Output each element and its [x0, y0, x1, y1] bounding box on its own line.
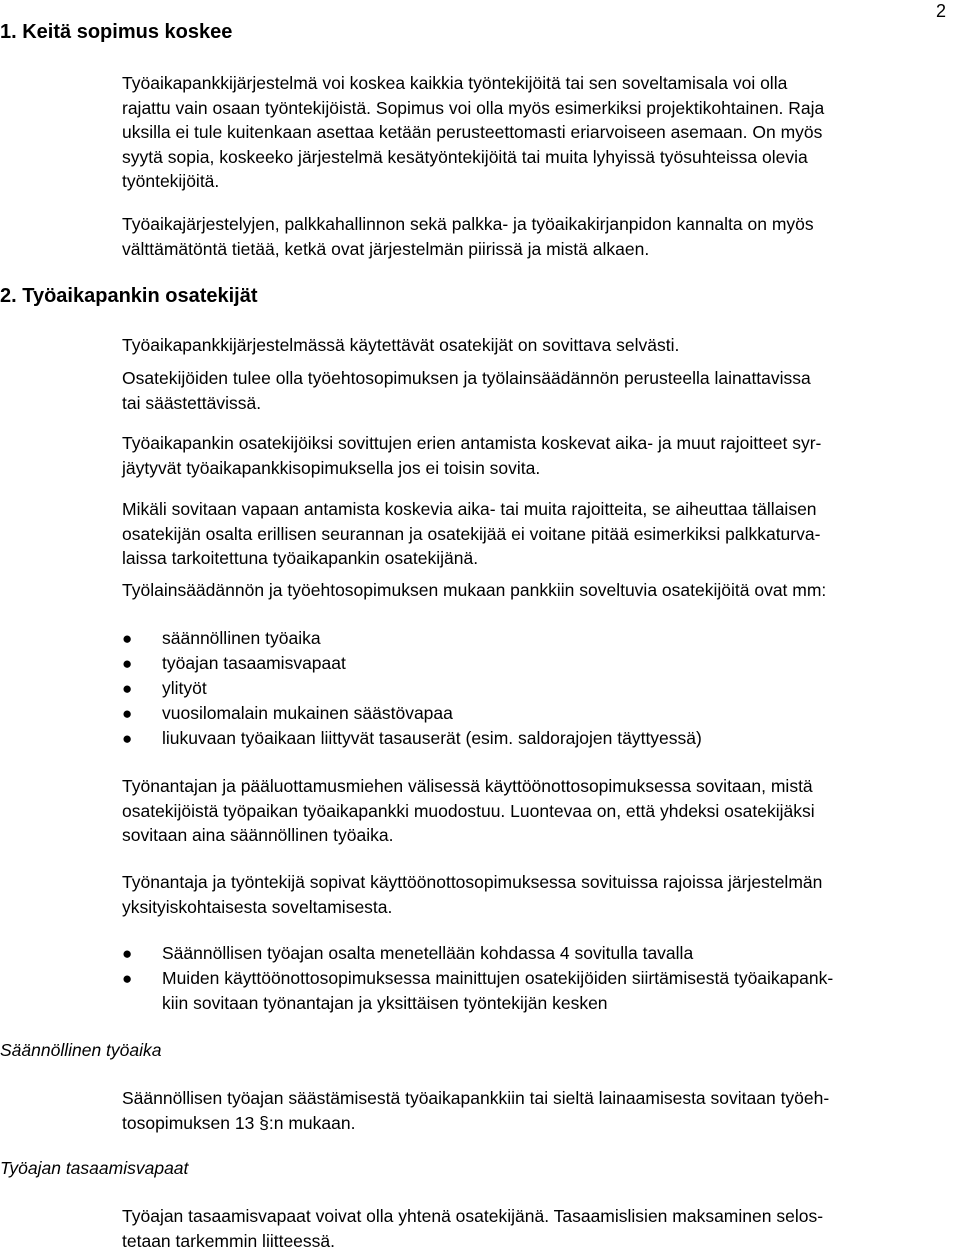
text-line: Työnantaja ja työntekijä sopivat käyttöönottosopimuksessa sovituissa rajoissa järjestelmän — [122, 870, 952, 895]
text-line: tetaan tarkemmin liitteessä. — [122, 1229, 952, 1253]
text-line: Säännöllisen työajan säästämisestä työaikapankkiin tai sieltä lainaamisesta sovitaan työeh- — [122, 1086, 952, 1111]
regular-time-paragraph — [122, 1086, 952, 1135]
text-line: osatekijän osalta erillisen seurannan ja osatekijää ei voitane pitää esimerkiksi palkkaturva- — [122, 522, 952, 547]
bullet-icon: ● — [122, 966, 132, 991]
text-line: Työaikapankkijärjestelmä voi koskea kaikkia työntekijöitä tai sen soveltamisala voi olla — [122, 71, 952, 96]
regular-time-heading: Säännöllinen työaika — [0, 1038, 162, 1062]
leveling-heading: Työajan tasaamisvapaat — [0, 1156, 188, 1180]
list-item-text: Muiden käyttöönottosopimuksessa mainittujen osatekijöiden siirtämisestä työaikapank- — [162, 966, 952, 991]
component-list — [122, 626, 952, 751]
section-2-paragraph-3 — [122, 431, 952, 480]
list-item-text: vuosilomalain mukainen säästövapaa — [162, 701, 952, 726]
section-1-paragraph-2 — [122, 212, 952, 261]
list-item-text: työajan tasaamisvapaat — [162, 651, 952, 676]
text-line: Osatekijöiden tulee olla työehtosopimuksen ja työlainsäädännön perusteella lainattavissa — [122, 366, 952, 391]
list-item-text: säännöllinen työaika — [162, 626, 952, 651]
section-1-heading: 1. Keitä sopimus koskee — [0, 19, 232, 45]
list-item-text: liukuvaan työaikaan liittyvät tasauserät (esim. saldorajojen täyttyessä) — [162, 726, 952, 751]
section-2-paragraph-4 — [122, 497, 952, 571]
text-line: Työajan tasaamisvapaat voivat olla yhtenä osatekijänä. Tasaamislisien maksaminen selos- — [122, 1204, 952, 1229]
section-2-heading: 2. Työaikapankin osatekijät — [0, 283, 258, 309]
text-line: rajattu vain osaan työntekijöistä. Sopimus voi olla myös esimerkiksi projektikohtainen. Raja — [122, 96, 952, 121]
section-1-paragraph-1 — [122, 71, 952, 194]
section-2-paragraph-7 — [122, 870, 952, 919]
text-line: syytä sopia, koskeeko järjestelmä kesätyöntekijöitä tai muita lyhyissä työsuhteissa olevia — [122, 145, 952, 170]
text-line: Työnantajan ja pääluottamusmiehen välisessä käyttöönottosopimuksessa sovitaan, mistä — [122, 774, 952, 799]
text-line: Työlainsäädännön ja työehtosopimuksen mukaan pankkiin soveltuvia osatekijöitä ovat mm: — [122, 578, 952, 603]
list-item-text: ylityöt — [162, 676, 952, 701]
text-line: Mikäli sovitaan vapaan antamista koskevia aika- tai muita rajoitteita, se aiheuttaa tällaisen — [122, 497, 952, 522]
agreement-list — [122, 941, 952, 1016]
text-line: yksityiskohtaisesta soveltamisesta. — [122, 895, 952, 920]
list-item — [122, 626, 952, 651]
list-item-text: kiin sovitaan työnantajan ja yksittäisen työntekijän kesken — [162, 991, 952, 1016]
list-item — [122, 966, 952, 1016]
list-item-text: Säännöllisen työajan osalta menetellään kohdassa 4 sovitulla tavalla — [162, 941, 952, 966]
bullet-icon: ● — [122, 651, 132, 676]
section-2-paragraph-5 — [122, 578, 952, 603]
page-number: 2 — [936, 0, 946, 22]
text-line: uksilla ei tule kuitenkaan asettaa ketään perusteettomasti eriarvoiseen asemaan. On myös — [122, 120, 952, 145]
bullet-icon: ● — [122, 626, 132, 651]
text-line: tai säästettävissä. — [122, 391, 952, 416]
section-2-paragraph-1 — [122, 333, 952, 358]
text-line: välttämätöntä tietää, ketkä ovat järjestelmän piirissä ja mistä alkaen. — [122, 237, 952, 262]
section-2-paragraph-6 — [122, 774, 952, 848]
text-line: Työaikapankkijärjestelmässä käytettävät osatekijät on sovittava selvästi. — [122, 333, 952, 358]
list-item — [122, 726, 952, 751]
section-2-paragraph-2 — [122, 366, 952, 415]
list-item — [122, 676, 952, 701]
bullet-icon: ● — [122, 676, 132, 701]
text-line: jäytyvät työaikapankkisopimuksella jos ei toisin sovita. — [122, 456, 952, 481]
list-item — [122, 941, 952, 966]
bullet-icon: ● — [122, 701, 132, 726]
leveling-paragraph — [122, 1204, 952, 1253]
text-line: Työaikajärjestelyjen, palkkahallinnon sekä palkka- ja työaikakirjanpidon kannalta on myös — [122, 212, 952, 237]
list-item — [122, 651, 952, 676]
bullet-icon: ● — [122, 941, 132, 966]
text-line: sovitaan aina säännöllinen työaika. — [122, 823, 952, 848]
bullet-icon: ● — [122, 726, 132, 751]
text-line: työntekijöitä. — [122, 169, 952, 194]
text-line: tosopimuksen 13 §:n mukaan. — [122, 1111, 952, 1136]
text-line: osatekijöistä työpaikan työaikapankki muodostuu. Luontevaa on, että yhdeksi osatekijäksi — [122, 799, 952, 824]
text-line: laissa tarkoitettuna työaikapankin osatekijänä. — [122, 546, 952, 571]
list-item — [122, 701, 952, 726]
text-line: Työaikapankin osatekijöiksi sovittujen erien antamista koskevat aika- ja muut rajoitteet syr- — [122, 431, 952, 456]
